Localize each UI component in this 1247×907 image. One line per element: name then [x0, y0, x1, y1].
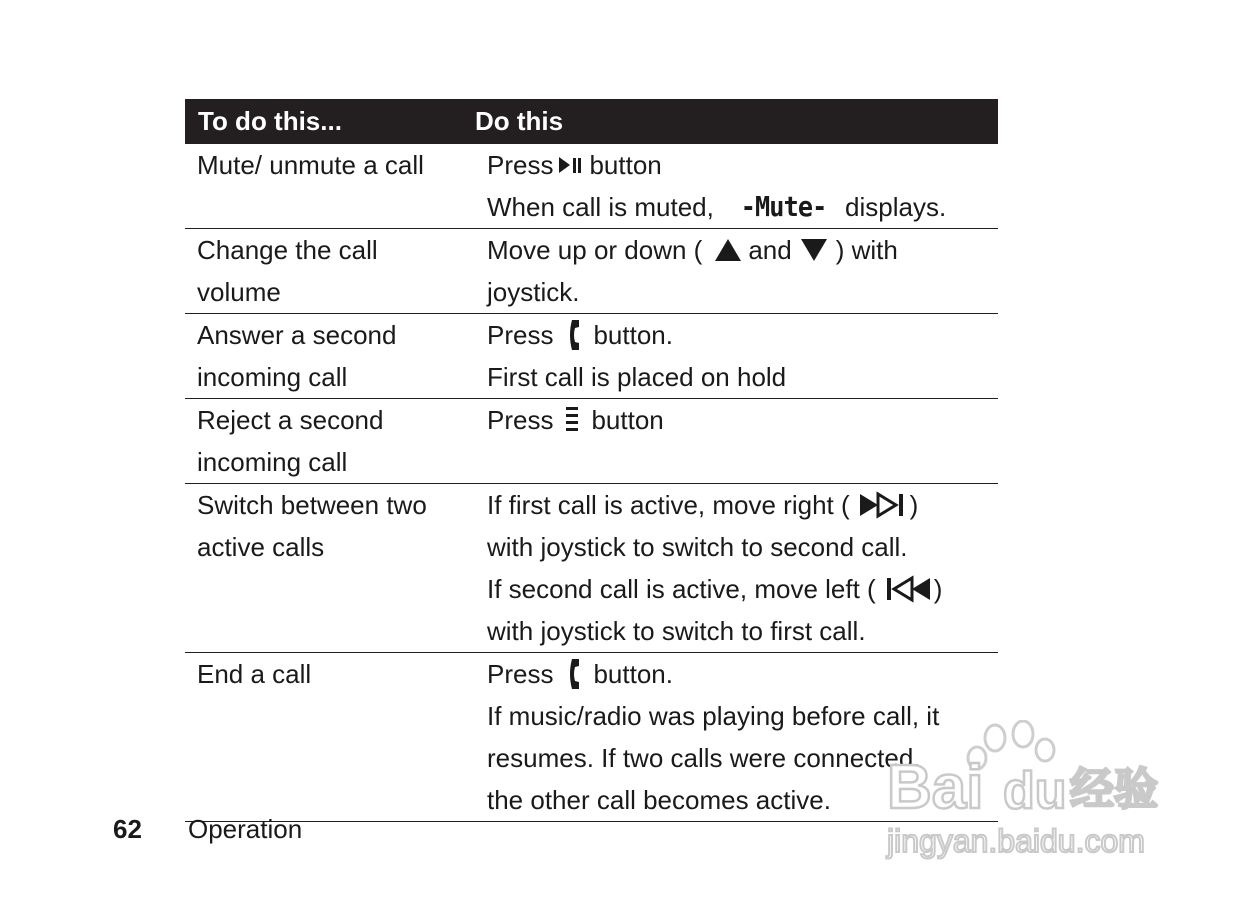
instruction-text: Press — [487, 320, 554, 350]
instruction-text: the other call becomes active. — [487, 785, 831, 815]
task-label: Reject a second — [197, 405, 384, 435]
instruction-text: If music/radio was playing before call, it — [487, 701, 940, 731]
instruction-text: joystick. — [487, 277, 580, 307]
instruction-text: button. — [593, 659, 673, 689]
task-label: End a call — [197, 659, 312, 689]
instruction-text: Press — [487, 405, 554, 435]
instruction-text: If first call is active, move right ( — [487, 490, 850, 520]
table-header — [185, 99, 998, 144]
section-title: Operation — [188, 814, 303, 844]
instruction-text: button — [589, 150, 662, 180]
header-col1: To do this... — [198, 106, 342, 136]
table-row — [185, 229, 998, 314]
instruction-text: Press — [487, 150, 554, 180]
instruction-text: button — [591, 405, 664, 435]
svg-text:du: du — [1003, 762, 1067, 820]
phone-icon — [567, 658, 581, 690]
task-label: Answer a second — [197, 320, 397, 350]
instruction-text: with joystick to switch to second call. — [487, 532, 908, 562]
table-row — [185, 314, 998, 399]
table-row — [185, 484, 998, 653]
instruction-text: displays. — [845, 192, 947, 222]
arrow-down-icon — [800, 237, 828, 263]
instruction-text: ) — [933, 574, 943, 604]
operation-table — [185, 99, 998, 822]
play-pause-icon — [557, 154, 583, 176]
table-row — [185, 399, 998, 484]
task-label: Mute/ unmute a call — [197, 150, 424, 180]
instruction-text: with joystick to switch to first call. — [487, 616, 866, 646]
mute-display-text: -Mute- — [740, 190, 827, 223]
page-number: 62 — [113, 814, 142, 844]
svg-text:经验: 经验 — [1070, 765, 1158, 814]
instruction-text: Press — [487, 659, 554, 689]
instruction-text: and — [748, 235, 792, 265]
skip-back-icon — [884, 574, 932, 604]
instruction-text: When call is muted, — [487, 192, 714, 222]
svg-text:Bai: Bai — [887, 753, 984, 822]
task-label: active calls — [197, 532, 325, 562]
header-col2: Do this — [475, 106, 564, 136]
task-label: volume — [197, 277, 281, 307]
task-label: Change the call — [197, 235, 378, 265]
instruction-text: resumes. If two calls were connected, — [487, 743, 921, 773]
arrow-up-icon — [714, 237, 742, 263]
instruction-text: First call is placed on hold — [487, 362, 787, 392]
skip-forward-icon — [858, 490, 906, 520]
phone-icon — [567, 319, 581, 351]
table-row — [185, 653, 998, 822]
baidu-watermark-logo — [885, 720, 1175, 870]
instruction-text: ) with — [835, 235, 898, 265]
menu-icon — [565, 405, 579, 435]
instruction-text: button. — [593, 320, 673, 350]
task-label: incoming call — [197, 447, 348, 477]
instruction-text: ) — [909, 490, 919, 520]
table-row — [185, 144, 998, 229]
instruction-text: Move up or down ( — [487, 235, 703, 265]
task-label: incoming call — [197, 362, 348, 392]
instruction-text: If second call is active, move left ( — [487, 574, 876, 604]
task-label: Switch between two — [197, 490, 427, 520]
svg-text:jingyan.baidu.com: jingyan.baidu.com — [887, 823, 1145, 859]
